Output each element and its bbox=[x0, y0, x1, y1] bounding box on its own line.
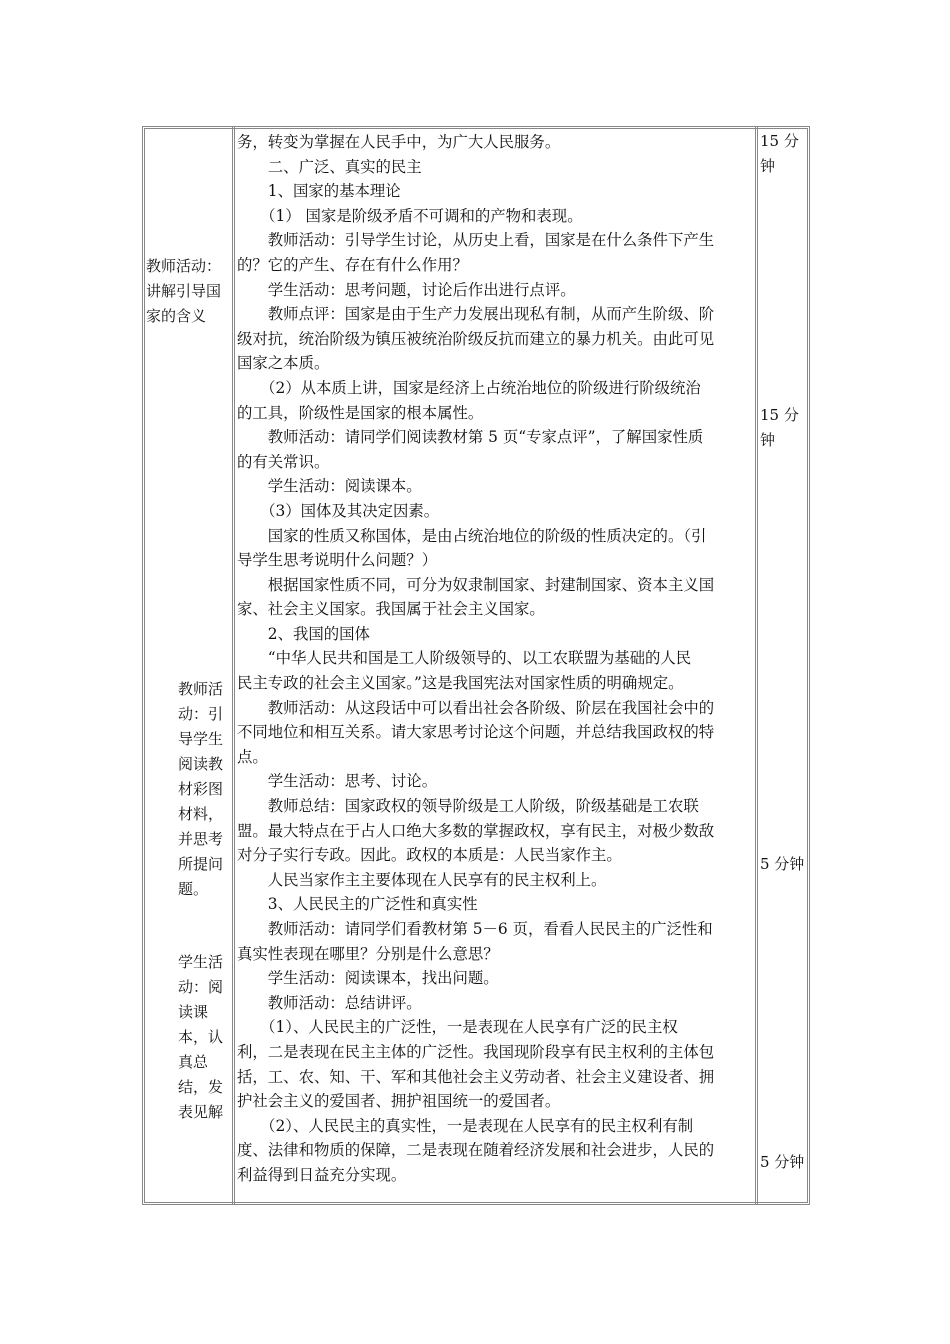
content-line: 级对抗，统治阶级为镇压被统治阶级反抗而建立的暴力机关。由此可见 bbox=[237, 329, 715, 348]
content-line: 国家的性质又称国体，是由占统治地位的阶级的性质决定的。（引 bbox=[237, 526, 707, 545]
content-line: 教师总结：国家政权的领导阶级是工人阶级，阶级基础是工农联 bbox=[237, 797, 699, 816]
content-line: 利，二是表现在民主主体的广泛性。我国现阶段享有民主权利的主体包 bbox=[237, 1042, 715, 1061]
text-line: 钟 bbox=[760, 431, 776, 449]
text-line: 15 分 bbox=[760, 132, 799, 150]
text-line: 表见解 bbox=[178, 1103, 224, 1121]
content-line: 教师活动：引导学生讨论，从历史上看，国家是在什么条件下产生 bbox=[237, 231, 715, 250]
time-allocation-3 bbox=[760, 852, 804, 877]
content-line: （3）国体及其决定因素。 bbox=[237, 501, 440, 520]
time-allocation-1 bbox=[760, 129, 799, 179]
content-line: 学生活动：阅读课本。 bbox=[237, 477, 422, 496]
content-line: 度、法律和物质的保障，二是表现在随着经济发展和社会进步，人民的 bbox=[237, 1141, 715, 1160]
text-line: 并思考 bbox=[178, 830, 224, 848]
content-line: 国家之本质。 bbox=[237, 354, 330, 373]
text-line: 导学生 bbox=[178, 730, 224, 748]
content-line: （1）、人民民主的广泛性，一是表现在人民享有广泛的民主权 bbox=[237, 1018, 678, 1037]
content-line: 教师活动：请同学们看教材第 5－6 页，看看人民民主的广泛性和 bbox=[237, 920, 713, 938]
text-line: 动：引 bbox=[178, 705, 224, 723]
text-line: 读课 bbox=[178, 1003, 209, 1021]
text-line: 15 分 bbox=[760, 406, 799, 424]
content-line: 教师点评：国家是由于生产力发展出现私有制，从而产生阶级、阶 bbox=[237, 305, 715, 324]
content-line: 根据国家性质不同，可分为奴隶制国家、封建制国家、资本主义国 bbox=[237, 575, 715, 594]
text-line: 本，认 bbox=[178, 1028, 224, 1046]
text-line: 5 分钟 bbox=[760, 855, 805, 873]
content-line: 学生活动：阅读课本，找出问题。 bbox=[237, 969, 499, 988]
content-line: 1、国家的基本理论 bbox=[237, 182, 401, 201]
text-line: 5 分钟 bbox=[760, 1153, 805, 1171]
content-line: 民主专政的社会主义国家。”这是我国宪法对国家性质的明确规定。 bbox=[237, 674, 684, 693]
content-line: 教师活动：总结讲评。 bbox=[237, 993, 422, 1012]
text-line: 真总 bbox=[178, 1053, 209, 1071]
text-line: 学生活 bbox=[178, 953, 224, 971]
left-activity-block-1 bbox=[146, 254, 221, 329]
content-line: 务，转变为掌握在人民手中，为广大人民服务。 bbox=[237, 133, 561, 151]
text-line: 教师活 bbox=[178, 680, 224, 698]
text-line: 结，发 bbox=[178, 1078, 224, 1096]
content-line: 3、人民民主的广泛性和真实性 bbox=[237, 895, 478, 914]
content-line: 教师活动：请同学们阅读教材第 5 页“专家点评”，了解国家性质 bbox=[237, 428, 704, 447]
text-line: 所提问 bbox=[178, 855, 224, 873]
content-line: 的？它的产生、存在有什么作用？ bbox=[237, 255, 468, 274]
text-line: 家的含义 bbox=[146, 307, 207, 325]
content-line: （2）从本质上讲，国家是经济上占统治地位的阶级进行阶级统治 bbox=[237, 378, 701, 397]
content-line: 括，工、农、知、干、军和其他社会主义劳动者、社会主义建设者、拥 bbox=[237, 1067, 715, 1086]
text-line: 教师活动： bbox=[146, 257, 222, 275]
content-line: 家、社会主义国家。我国属于社会主义国家。 bbox=[237, 600, 545, 619]
content-line: 真实性表现在哪里？分别是什么意思？ bbox=[237, 944, 499, 963]
content-line: 2、我国的国体 bbox=[237, 624, 370, 643]
content-line: 教师活动：从这段话中可以看出社会各阶级、阶层在我国社会中的 bbox=[237, 698, 715, 717]
text-line: 钟 bbox=[760, 157, 776, 175]
content-line: 点。 bbox=[237, 747, 268, 766]
left-activity-block-3 bbox=[178, 950, 223, 1125]
text-line: 材料， bbox=[178, 805, 224, 823]
content-line: （1） 国家是阶级矛盾不可调和的产物和表现。 bbox=[237, 206, 583, 225]
column-divider-right bbox=[755, 126, 758, 1205]
content-line: 利益得到日益充分实现。 bbox=[237, 1165, 407, 1184]
content-line: （2）、人民民主的真实性，一是表现在人民享有的民主权利有制 bbox=[237, 1116, 694, 1135]
content-line: 的有关常识。 bbox=[237, 452, 330, 471]
content-line: 学生活动：思考问题，讨论后作出进行点评。 bbox=[237, 280, 576, 299]
text-line: 讲解引导国 bbox=[146, 282, 222, 300]
content-line: 不同地位和相互关系。请大家思考讨论这个问题，并总结我国政权的特 bbox=[237, 723, 715, 742]
content-line: 盟。最大特点在于占人口绝大多数的掌握政权，享有民主，对极少数敌 bbox=[237, 821, 715, 840]
content-line: 对分子实行专政。因此。政权的本质是：人民当家作主。 bbox=[237, 846, 622, 865]
content-line: 的工具，阶级性是国家的根本属性。 bbox=[237, 403, 484, 422]
content-line: 人民当家作主主要体现在人民享有的民主权利上。 bbox=[237, 870, 607, 889]
text-line: 动：阅 bbox=[178, 978, 224, 996]
content-line: 护社会主义的爱国者、拥护祖国统一的爱国者。 bbox=[237, 1092, 561, 1111]
content-line: 导学生思考说明什么问题？） bbox=[237, 551, 438, 570]
main-content bbox=[237, 130, 755, 1188]
time-allocation-2 bbox=[760, 403, 799, 453]
text-line: 题。 bbox=[178, 880, 209, 898]
column-divider-left bbox=[232, 126, 235, 1205]
content-line: 学生活动：思考、讨论。 bbox=[237, 772, 438, 791]
text-line: 阅读教 bbox=[178, 755, 224, 773]
left-activity-block-2 bbox=[178, 677, 223, 902]
time-allocation-4 bbox=[760, 1150, 804, 1175]
content-line: “中华人民共和国是工人阶级领导的、以工农联盟为基础的人民 bbox=[237, 649, 692, 668]
text-line: 材彩图 bbox=[178, 780, 224, 798]
content-line: 二、广泛、真实的民主 bbox=[237, 157, 422, 176]
